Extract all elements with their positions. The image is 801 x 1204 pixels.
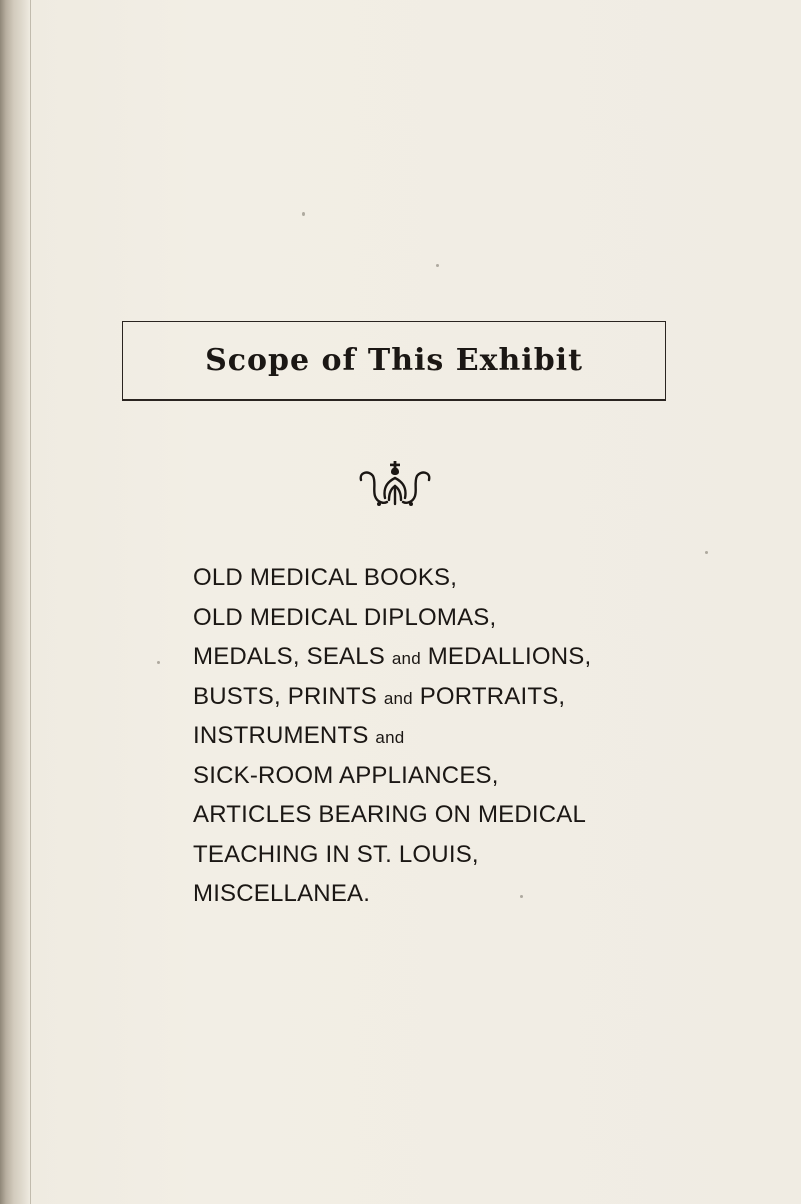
paper-speck: [302, 212, 305, 216]
list-item: [193, 637, 713, 677]
list-item-text: MEDALLIONS,: [427, 643, 592, 670]
title-box: [122, 321, 666, 401]
list-item-text: INSTRUMENTS: [193, 722, 369, 749]
list-item-conjunction: and: [391, 649, 421, 668]
list-item-text: MISCELLANEA.: [193, 880, 371, 907]
list-item: [193, 835, 713, 875]
exhibit-contents-list: [193, 558, 713, 914]
list-item-text: SICK-ROOM APPLIANCES,: [193, 761, 499, 789]
list-item-conjunction: and: [375, 728, 405, 747]
list-item-text: OLD MEDICAL DIPLOMAS,: [193, 603, 497, 631]
list-item: [193, 756, 713, 796]
fleuron-ornament-icon: [355, 458, 435, 513]
binding-edge: [0, 0, 30, 1204]
list-item-text: PORTRAITS,: [419, 682, 566, 710]
list-item: [193, 795, 713, 835]
list-item-text: OLD MEDICAL BOOKS,: [193, 564, 458, 591]
list-item-text: MEDALS, SEALS: [193, 643, 386, 670]
paper-speck: [157, 661, 160, 664]
list-item: [193, 598, 713, 638]
binding-line: [30, 0, 31, 1204]
list-item-text: ARTICLES BEARING ON MEDICAL: [193, 801, 587, 828]
list-item-conjunction: and: [383, 688, 413, 708]
list-item-text: BUSTS, PRINTS: [193, 682, 377, 710]
paper-speck: [436, 264, 439, 267]
list-item: [193, 558, 713, 598]
list-item: [193, 677, 713, 717]
list-item: [193, 874, 713, 914]
list-item: [193, 716, 713, 756]
list-item-text: TEACHING IN ST. LOUIS,: [193, 840, 479, 868]
page-title: Scope of This Exhibit: [205, 343, 583, 378]
paper-speck: [705, 551, 708, 554]
